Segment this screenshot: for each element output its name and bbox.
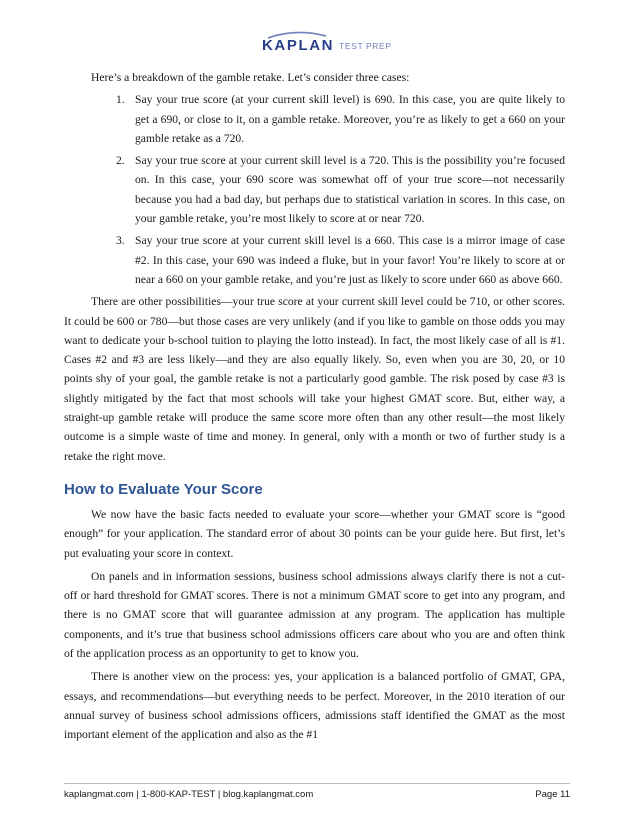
kaplan-logo (262, 34, 392, 56)
another-view-paragraph: There is another view on the process: yes, your application is a balanced portfolio of GMAT, GPA, essays, and recommendations—but everything needs to be perfect. Moreover, in the 2010 iteration of our annual survey of business school admissions officers, admissions staff identified the GMAT as the most important element of the application and also as the #1 (64, 670, 565, 742)
section-heading: How to Evaluate Your Score (64, 480, 263, 498)
page-content (64, 68, 565, 749)
footer-divider (64, 783, 570, 784)
logo-swoosh-icon (266, 30, 328, 40)
list-item (64, 231, 565, 289)
logo-subtitle: TEST PREP (339, 41, 392, 51)
list-item-number: 1. (116, 93, 125, 107)
list-item-number: 2. (116, 154, 125, 168)
cases-list (64, 90, 565, 289)
page-number: Page 11 (535, 789, 570, 800)
possibilities-paragraph: There are other possibilities—your true score at your current skill level could be 710, or other scores. It could be 600 or 780—but those cases are very unlikely (and if you like to gamble on those odds you may want to dedicate your b-school tuition to playing the lotto instead). In fact, the most likely case of all is #1. Cases #2 and #3 are less likely—and they are also equally likely. So, even when you are 30, 20, or 10 points shy of your goal, the gamble retake is not a particularly good gamble. The risk posed by case #3 is slightly mitigated by the fact that most schools will take your highest GMAT score. But, either way, a straight-up gamble retake will produce the same score more often than any other result—the most likely outcome is a simple waste of time and money. In general, only with a month or two of further study is a retake the right move. (64, 295, 565, 463)
list-item (64, 151, 565, 228)
list-item-text: Say your true score at your current skill level is a 660. This case is a mirror image of case #2. In this case, your 690 was indeed a fluke, but in your favor! You’re likely to score at or near a 660 on your gamble retake, and you’re just as likely to score under 660 as above 660. (135, 234, 565, 286)
logo-brand: KAPLAN (262, 36, 335, 54)
panels-paragraph: On panels and in information sessions, business school admissions always clarify there is not a cut-off or hard threshold for GMAT scores. There is not a minimum GMAT score to get into any program, and there is no GMAT score that will guarantee admission at any program. The application has multiple components, and it’s true that business school admissions officers care about who you are and often think of the application process as an opportunity to get to know you. (64, 569, 565, 661)
list-item-number: 3. (116, 234, 125, 248)
list-item-text: Say your true score (at your current skill level) is 690. In this case, you are quite likely to get a 690, or close to it, on a gamble retake. Moreover, you’re as likely to get a 660 on your gamble retake as a 720. (135, 93, 565, 145)
list-item-text: Say your true score at your current skill level is a 720. This is the possibility you’re focused on. In this case, your 690 score was somewhat off of your true score—not necessarily because you had a bad day, but perhaps due to statistical variation in scores. In this case, on your gamble retake, you’re most likely to score at or near 720. (135, 154, 565, 226)
intro-paragraph: Here’s a breakdown of the gamble retake. Let’s consider three cases: (91, 71, 410, 84)
page-footer (64, 789, 570, 800)
footer-links: kaplangmat.com | 1-800-KAP-TEST | blog.kaplangmat.com (64, 789, 314, 800)
basic-facts-paragraph: We now have the basic facts needed to evaluate your score—whether your GMAT score is “good enough” for your application. The standard error of about 30 points can be your guide here. But first, let’s put evaluating your score in context. (64, 507, 565, 560)
list-item (64, 90, 565, 148)
